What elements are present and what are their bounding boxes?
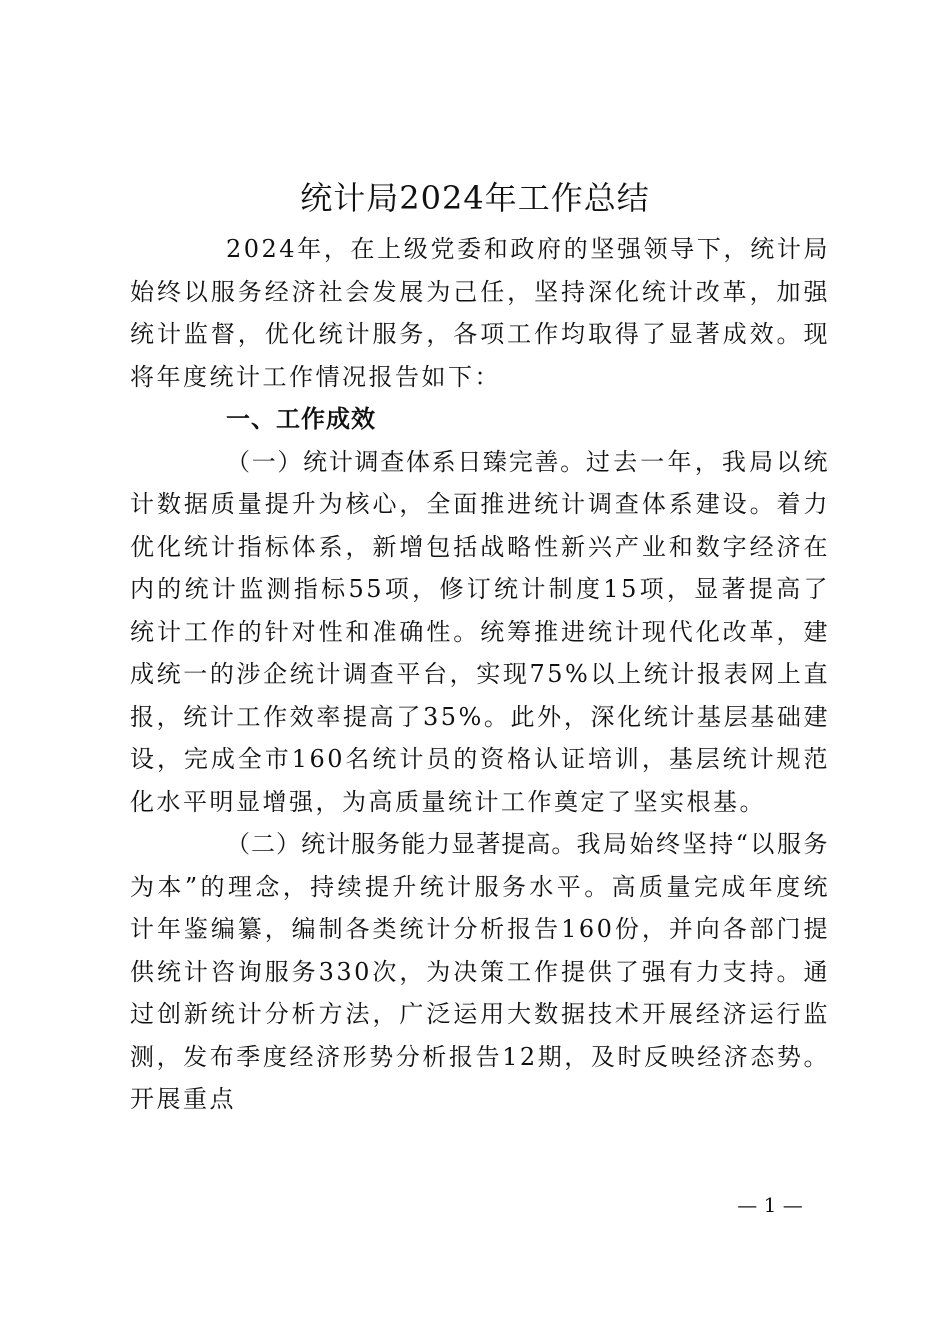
subsection-1-text: 过去一年，我局以统计数据质量提升为核心，全面推进统计调查体系建设。着力优化统计指标体系，新增包括战略性新兴产业和数字经济在内的统计监测指标55项，修订统计制度15项，显著提高了统计工作的针对性和准确性。统筹推进统计现代化改革，建成统一的涉企统计调查平台，实现75%以上统计报表网上直报，统计工作效率提高了35%。此外，深化统计基层基础建设，完成全市160名统计员的资格认证培训，基层统计规范化水平明显增强，为高质量统计工作奠定了坚实根基。 (130, 447, 831, 816)
subsection-1-paragraph (130, 441, 830, 824)
subsection-2-lead: （二）统计服务能力显著提高。 (226, 830, 577, 858)
document-body (130, 228, 830, 1121)
intro-paragraph: 2024年，在上级党委和政府的坚强领导下，统计局始终以服务经济社会发展为己任，坚持深化统计改革，加强统计监督，优化统计服务，各项工作均取得了显著成效。现将年度统计工作情况报告如下： (130, 235, 830, 391)
subsection-1-lead: （一）统计调查体系日臻完善。 (226, 447, 586, 476)
section-heading-achievements: 一、工作成效 (226, 405, 376, 433)
subsection-2-text: 我局始终坚持“以服务为本”的理念，持续提升统计服务水平。高质量完成年度统计年鉴编纂，编制各类统计分析报告160份，并向各部门提供统计咨询服务330次，为决策工作提供了强有力支持。通过创新统计分析方法，广泛运用大数据技术开展经济运行监测，发布季度经济形势分析报告12期，及时反映经济态势。开展重点 (130, 830, 830, 1113)
page-number: — 1 — (737, 1193, 803, 1217)
document-title: 统计局2024年工作总结 (300, 179, 650, 217)
subsection-2-paragraph (130, 823, 830, 1121)
